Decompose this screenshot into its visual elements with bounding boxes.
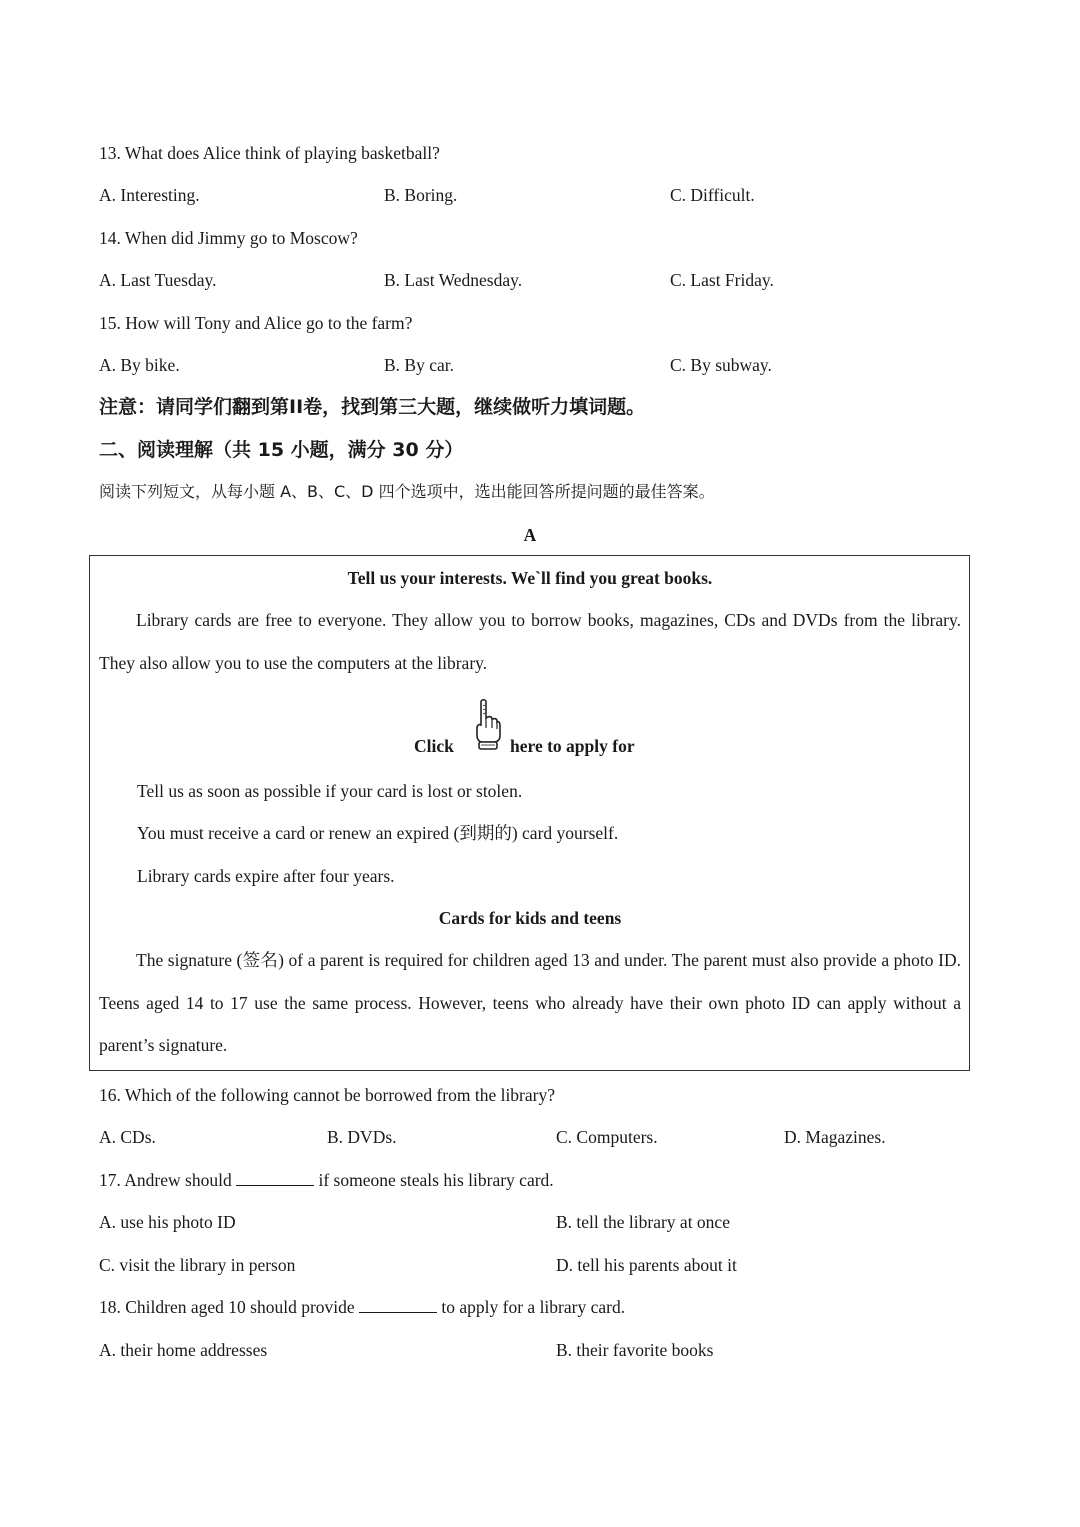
question-17-stem <box>99 1169 554 1191</box>
passage-line-renew-card: You must receive a card or renew an expired (到期的) card yourself. <box>137 823 619 843</box>
click-label[interactable]: Click <box>414 736 454 756</box>
passage-paragraph-1: Library cards are free to everyone. They allow you to borrow books, magazines, CDs and DVDs from the library. They also allow you to use the computers at the library. <box>99 610 961 673</box>
question-18-option-b[interactable]: B. their favorite books <box>556 1340 714 1360</box>
passage-subtitle: Cards for kids and teens <box>438 908 622 928</box>
question-17-blank <box>236 1171 314 1186</box>
question-18-stem-before: 18. Children aged 10 should provide <box>99 1297 355 1317</box>
question-16-option-c[interactable]: C. Computers. <box>556 1127 658 1147</box>
question-18-option-a[interactable]: A. their home addresses <box>99 1340 268 1360</box>
question-18-blank <box>359 1298 437 1313</box>
section-title: 二、阅读理解（共 15 小题，满分 30 分） <box>99 439 464 461</box>
question-17-option-c[interactable]: C. visit the library in person <box>99 1255 296 1275</box>
question-17-option-a[interactable]: A. use his photo ID <box>99 1212 236 1232</box>
question-16-option-a[interactable]: A. CDs. <box>99 1127 156 1147</box>
question-14-stem: 14. When did Jimmy go to Moscow? <box>99 228 358 248</box>
passage-line-lost-card: Tell us as soon as possible if your card is lost or stolen. <box>137 781 523 801</box>
question-16-stem: 16. Which of the following cannot be borrowed from the library? <box>99 1085 555 1105</box>
question-14-option-c[interactable]: C. Last Friday. <box>670 270 774 290</box>
passage-line-expiry: Library cards expire after four years. <box>137 866 395 886</box>
apply-label[interactable]: here to apply for <box>510 736 635 756</box>
section-instruction: 阅读下列短文，从每小题 A、B、C、D 四个选项中，选出能回答所提问题的最佳答案。 <box>99 482 715 501</box>
question-17-stem-before: 17. Andrew should <box>99 1170 232 1190</box>
question-14-option-b[interactable]: B. Last Wednesday. <box>384 270 523 290</box>
passage-title: Tell us your interests. We`ll find you great books. <box>347 568 713 588</box>
question-13-option-b[interactable]: B. Boring. <box>384 185 458 205</box>
question-17-stem-after: if someone steals his library card. <box>318 1170 554 1190</box>
question-13-option-a[interactable]: A. Interesting. <box>99 185 200 205</box>
question-15-option-a[interactable]: A. By bike. <box>99 355 180 375</box>
question-18-stem <box>99 1296 625 1318</box>
question-13-stem: 13. What does Alice think of playing basketball? <box>99 143 440 163</box>
question-18-stem-after: to apply for a library card. <box>441 1297 626 1317</box>
question-15-option-c[interactable]: C. By subway. <box>670 355 772 375</box>
question-13-option-c[interactable]: C. Difficult. <box>670 185 755 205</box>
passage-label: A <box>523 525 537 545</box>
question-16-option-b[interactable]: B. DVDs. <box>327 1127 397 1147</box>
pointing-hand-icon[interactable] <box>470 698 502 752</box>
passage-paragraph-2: The signature (签名) of a parent is required for children aged 13 and under. The parent must also provide a photo ID. Teens aged 14 to 17 use the same process. However, teens who already have their own photo ID can apply without a parent’s signature. <box>99 950 961 1055</box>
question-16-option-d[interactable]: D. Magazines. <box>784 1127 886 1147</box>
notice-text: 注意：请同学们翻到第II卷，找到第三大题，继续做听力填词题。 <box>99 396 646 418</box>
question-15-stem: 15. How will Tony and Alice go to the farm? <box>99 313 413 333</box>
question-14-option-a[interactable]: A. Last Tuesday. <box>99 270 217 290</box>
question-17-option-d[interactable]: D. tell his parents about it <box>556 1255 737 1275</box>
question-17-option-b[interactable]: B. tell the library at once <box>556 1212 730 1232</box>
question-15-option-b[interactable]: B. By car. <box>384 355 454 375</box>
